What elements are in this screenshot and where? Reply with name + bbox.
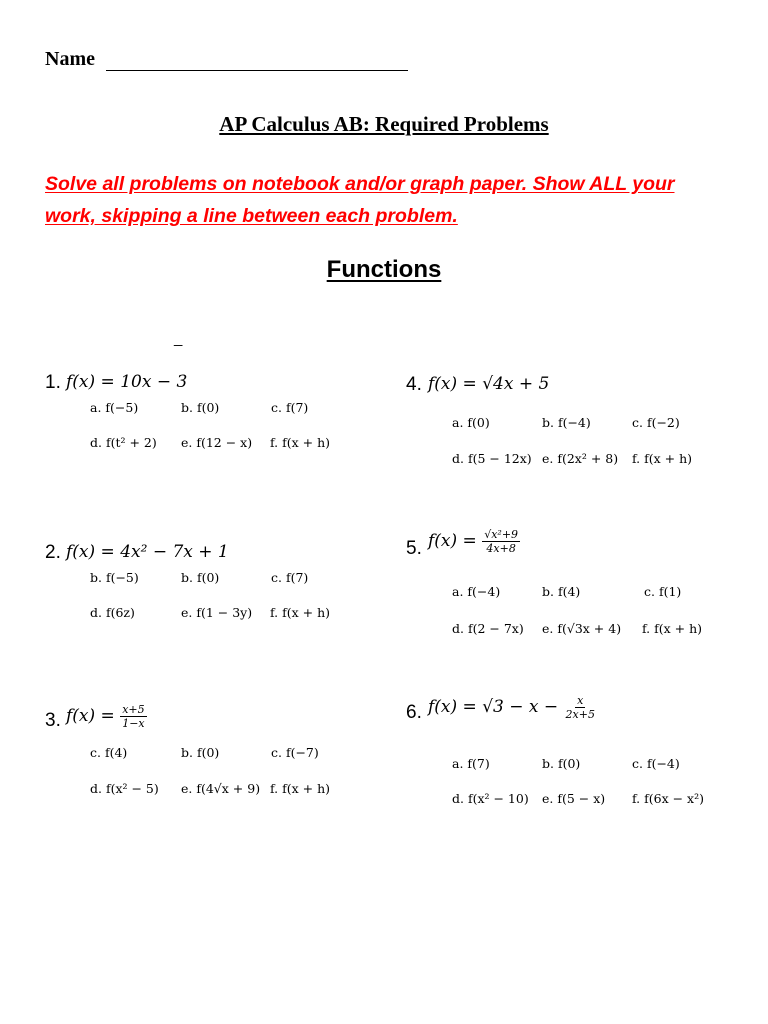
- problem-part: c. f(7): [271, 570, 309, 585]
- problem-part: a. f(7): [452, 756, 490, 771]
- problem-number: 5.: [406, 538, 422, 559]
- problem-part: f. f(x + h): [642, 621, 703, 636]
- problem-function: [428, 694, 597, 721]
- page-title: AP Calculus AB: Required Problems: [219, 112, 549, 136]
- problem-part: f. f(x + h): [270, 781, 331, 796]
- problem-number: 1.: [45, 372, 61, 393]
- problem-number: 4.: [406, 374, 422, 395]
- problem-part: e. f(√3x + 4): [542, 621, 622, 636]
- problem-part: e. f(12 − x): [181, 435, 253, 450]
- problem-part: d. f(6z): [90, 605, 135, 620]
- problem-part: e. f(2x² + 8): [542, 451, 619, 466]
- problem-function: [66, 703, 147, 730]
- problem-number: 3.: [45, 710, 61, 731]
- problem-part: f. f(x + h): [632, 451, 693, 466]
- problem-part: a. f(−5): [90, 400, 139, 415]
- instructions-line-2: work, skipping a line between each problem.: [45, 205, 458, 227]
- problem-part: b. f(0): [542, 756, 581, 771]
- problem-part: f. f(x + h): [270, 605, 331, 620]
- section-title: Functions: [326, 256, 442, 283]
- problem-number: 2.: [45, 542, 61, 563]
- function-prefix: f(x) =: [66, 706, 115, 727]
- instructions-line-1: Solve all problems on notebook and/or graph paper. Show ALL your: [45, 173, 675, 195]
- fraction: [482, 528, 520, 555]
- name-blank-line: [106, 70, 408, 71]
- function-prefix: f(x) = √3 − x −: [428, 697, 559, 718]
- fraction: [564, 694, 597, 721]
- problem-part: c. f(−2): [632, 415, 680, 430]
- problem-number: 6.: [406, 702, 422, 723]
- problem-part: f. f(x + h): [270, 435, 331, 450]
- problem-part: a. f(0): [452, 415, 490, 430]
- fraction: [120, 703, 146, 730]
- problem-part: d. f(t² + 2): [90, 435, 157, 450]
- problem-part: d. f(5 − 12x): [452, 451, 532, 466]
- stray-mark: _: [174, 330, 183, 347]
- problem-function: f(x) = √4x + 5: [428, 374, 550, 394]
- problem-part: f. f(6x − x²): [632, 791, 704, 806]
- problem-part: b. f(0): [181, 745, 220, 760]
- name-label: Name: [45, 48, 95, 70]
- problem-part: b. f(0): [181, 400, 220, 415]
- problem-function: f(x) = 4x² − 7x + 1: [66, 542, 229, 562]
- problem-part: d. f(x² − 5): [90, 781, 159, 796]
- problem-part: b. f(4): [542, 584, 581, 599]
- problem-part: c. f(4): [90, 745, 128, 760]
- fraction-denominator: 1−x: [122, 717, 145, 731]
- function-prefix: f(x) =: [428, 531, 477, 552]
- fraction-denominator: 4x+8: [486, 542, 516, 556]
- fraction-numerator: √x²+9: [484, 528, 519, 541]
- problem-part: e. f(5 − x): [542, 791, 606, 806]
- problem-part: b. f(−5): [90, 570, 139, 585]
- problem-part: e. f(4√x + 9): [181, 781, 261, 796]
- problem-part: c. f(7): [271, 400, 309, 415]
- fraction-numerator: x+5: [122, 703, 145, 716]
- fraction-numerator: x: [577, 694, 584, 707]
- problem-function: [428, 528, 520, 555]
- problem-part: c. f(−4): [632, 756, 680, 771]
- fraction-denominator: 2x+5: [565, 708, 595, 722]
- problem-part: d. f(2 − 7x): [452, 621, 524, 636]
- problem-part: b. f(−4): [542, 415, 591, 430]
- problem-part: c. f(−7): [271, 745, 319, 760]
- problem-part: a. f(−4): [452, 584, 501, 599]
- problem-part: c. f(1): [644, 584, 682, 599]
- problem-part: d. f(x² − 10): [452, 791, 529, 806]
- problem-part: e. f(1 − 3y): [181, 605, 253, 620]
- problem-part: b. f(0): [181, 570, 220, 585]
- problem-function: f(x) = 10x − 3: [66, 372, 188, 392]
